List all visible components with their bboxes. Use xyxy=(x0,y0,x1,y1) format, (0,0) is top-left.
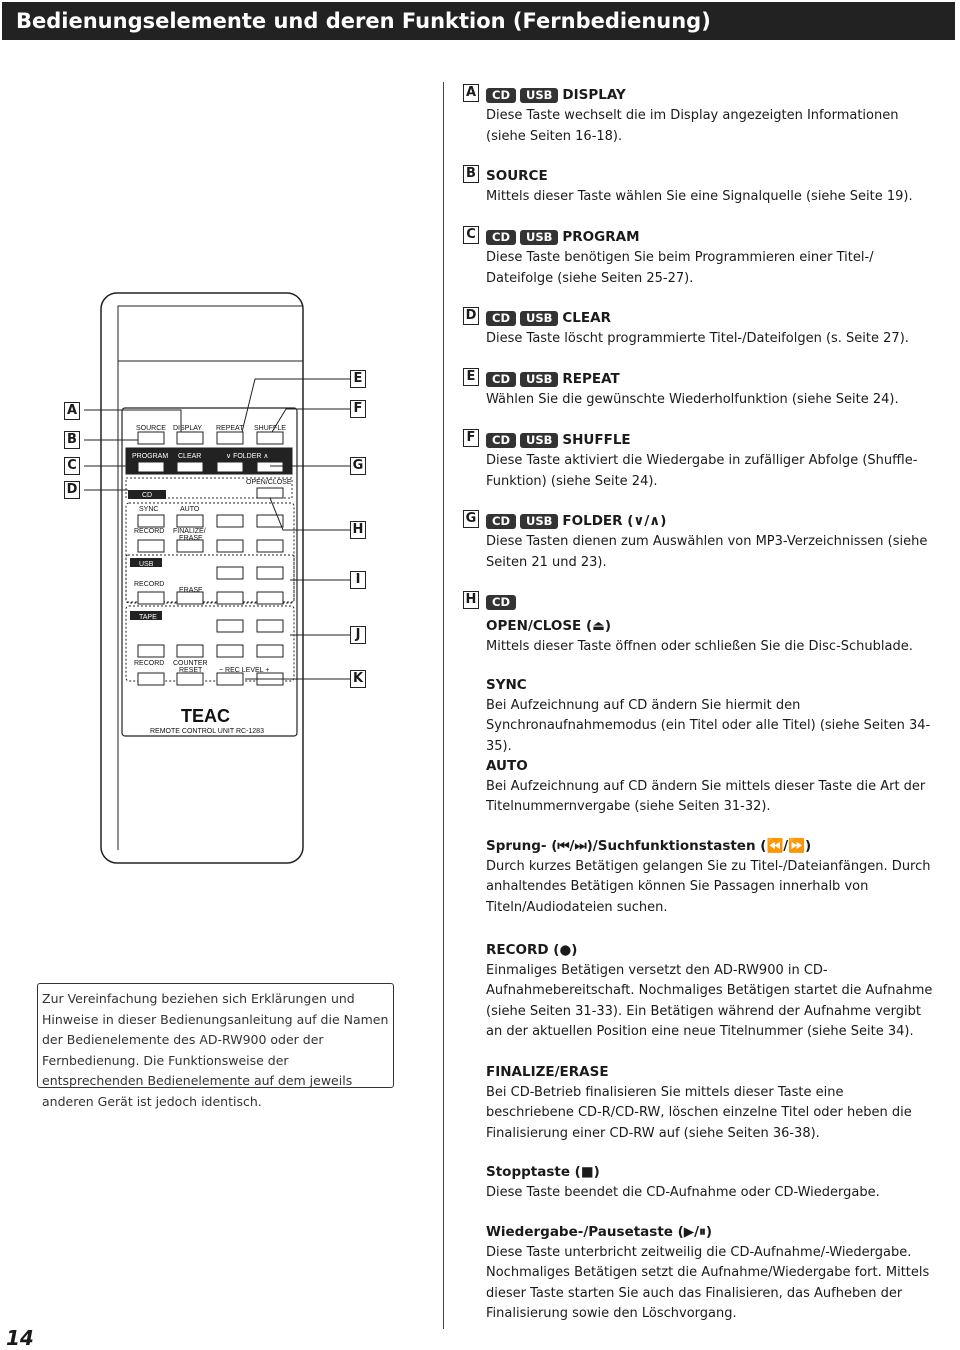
usb-tag: USB xyxy=(520,433,558,448)
callout-G-right: G xyxy=(350,457,366,475)
callout-K-right: K xyxy=(350,670,366,688)
subentry-desc: Durch kurzes Betätigen gelangen Sie zu Titel-/Dateianfängen. Durch anhaltendes Betätigen können Sie Passagen innerhalb von Titeln/Audiodateien suchen. xyxy=(486,858,931,915)
cd-tag: CD xyxy=(486,230,516,245)
cd-tag: CD xyxy=(486,433,516,448)
callout-J-right: J xyxy=(350,626,366,644)
cd-tag: CD xyxy=(486,595,516,610)
subentry-title: SYNC xyxy=(486,677,527,693)
cd-tag: CD xyxy=(486,372,516,387)
page-number: 14 xyxy=(6,1326,34,1350)
subentry-title: Wiedergabe-/Pausetaste (▶/⏸) xyxy=(486,1224,713,1240)
subentry-title: FINALIZE/ERASE xyxy=(486,1064,609,1080)
callout-H-right: H xyxy=(350,521,366,539)
entry-desc: Diese Tasten dienen zum Auswählen von MP3-Verzeichnissen (siehe Seiten 21 und 23). xyxy=(486,534,928,570)
callout-D-left: D xyxy=(64,481,80,499)
entry-h xyxy=(463,591,933,613)
entry-desc: Diese Taste benötigen Sie beim Programmieren einer Titel-/ Dateifolge (siehe Seiten 25-27). xyxy=(486,250,874,286)
rec-level-label: − REC LEVEL + xyxy=(219,667,270,674)
entry-desc: Diese Taste aktiviert die Wiedergabe in zufälliger Abfolge (Shuffle-Funktion) (siehe Seite 24). xyxy=(486,453,918,489)
finalize-erase-label: ERASE xyxy=(179,535,203,542)
entry-title: CLEAR xyxy=(562,309,611,326)
usb-tag: USB xyxy=(520,514,558,529)
sync-label: SYNC xyxy=(139,506,159,513)
callout-E-right: E xyxy=(350,370,366,388)
folder-label: ∨ FOLDER ∧ xyxy=(226,453,269,460)
source-label: SOURCE xyxy=(136,425,166,432)
brand-logo: TEAC xyxy=(181,706,230,726)
entry-title: FOLDER (∨/∧) xyxy=(562,512,667,529)
entry-b xyxy=(463,165,933,208)
subentry-desc: Bei CD-Betrieb finalisieren Sie mittels dieser Taste eine beschriebene CD-R/CD-RW, löschen einzelne Titel oder heben die Finalisierung einer CD-RW auf (siehe Seiten 36-38). xyxy=(486,1084,912,1141)
entry-label: C xyxy=(463,226,479,244)
callout-F-right: F xyxy=(350,400,366,418)
record-label-cd: RECORD xyxy=(134,528,165,535)
usb-tag: USB xyxy=(520,88,558,103)
entry-f xyxy=(463,429,933,492)
column-divider xyxy=(443,82,444,1329)
entry-desc: Diese Taste löscht programmierte Titel-/Dateifolgen (s. Seite 27). xyxy=(486,331,909,346)
subentry-desc: Mittels dieser Taste öffnen oder schließen Sie die Disc-Schublade. xyxy=(486,638,913,654)
callout-A-left: A xyxy=(64,402,80,420)
subentry-auto xyxy=(486,756,934,818)
page-title: Bedienungselemente und deren Funktion (Fernbedienung) xyxy=(2,2,955,40)
subentry-title: Stopptaste (■) xyxy=(486,1164,600,1180)
record-label-usb: RECORD xyxy=(134,581,165,588)
record-label-tape: RECORD xyxy=(134,660,165,667)
reset-label: RESET xyxy=(179,667,203,674)
callout-I-right: I xyxy=(350,571,366,589)
subentry-stop xyxy=(486,1162,934,1203)
entry-title: PROGRAM xyxy=(562,228,640,245)
shuffle-label: SHUFFLE xyxy=(254,425,286,432)
subentry-desc: Bei Aufzeichnung auf CD ändern Sie hiermit den Synchronaufnahmemodus (ein Titel oder alle Titel) (siehe Seiten 34-35). xyxy=(486,697,931,754)
entry-e xyxy=(463,368,933,411)
cd-tag: CD xyxy=(486,311,516,326)
repeat-label: REPEAT xyxy=(216,425,244,432)
remote-control-illustration xyxy=(0,0,440,900)
subentry-finalize-erase xyxy=(486,1062,934,1144)
entry-label: A xyxy=(463,84,479,102)
entry-title: REPEAT xyxy=(562,370,620,387)
subentry-sync xyxy=(486,675,934,757)
entry-label: E xyxy=(463,368,479,386)
counter-label: COUNTER xyxy=(173,660,208,667)
subentry-record xyxy=(486,940,934,1043)
subentry-desc: Diese Taste beendet die CD-Aufnahme oder CD-Wiedergabe. xyxy=(486,1184,880,1200)
entry-label: D xyxy=(463,307,479,325)
open-close-label: OPEN/CLOSE xyxy=(246,479,292,486)
entry-a xyxy=(463,84,933,147)
clear-label: CLEAR xyxy=(178,453,202,460)
entry-title: SHUFFLE xyxy=(562,431,631,448)
display-label: DISPLAY xyxy=(173,425,203,432)
subentry-title: AUTO xyxy=(486,758,528,774)
entry-d xyxy=(463,307,933,350)
subentry-desc: Diese Taste unterbricht zeitweilig die CD-Aufnahme/-Wiedergabe. Nochmaliges Betätigen setzt die Aufnahme/Wiedergabe fort. Mittels dieser Taste starten Sie auch das Finalisieren, das Aufheben der Finalisierung sowie den Löschvorgang. xyxy=(486,1244,930,1321)
entry-title: SOURCE xyxy=(486,167,548,184)
tape-label: TAPE xyxy=(139,614,157,621)
entry-label: H xyxy=(463,591,479,609)
subentry-title: RECORD (●) xyxy=(486,942,578,958)
note-box: Zur Vereinfachung beziehen sich Erklärungen und Hinweise in dieser Bedienungsanleitung auf die Namen der Bedienelemente des AD-RW900 oder der Fernbedienung. Die Funktionsweise der entsprechenden Bedienelemente auf dem jeweils anderen Gerät ist jedoch identisch. xyxy=(37,983,394,1088)
finalize-label: FINALIZE/ xyxy=(173,528,206,535)
entry-desc: Wählen Sie die gewünschte Wiederholfunktion (siehe Seite 24). xyxy=(486,392,899,407)
usb-label: USB xyxy=(139,561,154,568)
usb-tag: USB xyxy=(520,372,558,387)
entry-label: F xyxy=(463,429,479,447)
cd-label: CD xyxy=(142,492,153,499)
model-label: REMOTE CONTROL UNIT RC-1283 xyxy=(150,728,264,735)
subentry-play-pause xyxy=(486,1222,934,1325)
subentry-title: OPEN/CLOSE (⏏) xyxy=(486,618,612,634)
entry-title: DISPLAY xyxy=(562,86,626,103)
entry-desc: Diese Taste wechselt die im Display angezeigten Informationen (siehe Seiten 16-18). xyxy=(486,108,899,144)
subentry-desc: Bei Aufzeichnung auf CD ändern Sie mittels dieser Taste die Art der Titelnummernvergabe (siehe Seiten 31-32). xyxy=(486,778,926,814)
entry-desc: Mittels dieser Taste wählen Sie eine Signalquelle (siehe Seite 19). xyxy=(486,189,913,204)
cd-tag: CD xyxy=(486,514,516,529)
subentry-desc: Einmaliges Betätigen versetzt den AD-RW900 in CD-Aufnahmebereitschaft. Nochmaliges Betätigen startet die Aufnahme (siehe Seiten 31-33). Ein Betätigen während der Aufnahme vergibt an der aktuellen Position eine neue Titelnummer (siehe Seite 34). xyxy=(486,962,933,1039)
cd-tag: CD xyxy=(486,88,516,103)
callout-C-left: C xyxy=(64,457,80,475)
usb-tag: USB xyxy=(520,230,558,245)
entry-label: G xyxy=(463,510,479,528)
subentry-title: Sprung- (⏮/⏭)/Suchfunktionstasten (⏪/⏩) xyxy=(486,838,812,854)
entry-g xyxy=(463,510,933,573)
subentry-skip-search xyxy=(486,836,934,918)
usb-tag: USB xyxy=(520,311,558,326)
entry-c xyxy=(463,226,933,289)
entry-label: B xyxy=(463,165,479,183)
callout-B-left: B xyxy=(64,431,80,449)
erase-label: ERASE xyxy=(179,587,203,594)
auto-label: AUTO xyxy=(180,506,200,513)
program-label: PROGRAM xyxy=(132,453,169,460)
subentry-open-close xyxy=(486,616,934,657)
